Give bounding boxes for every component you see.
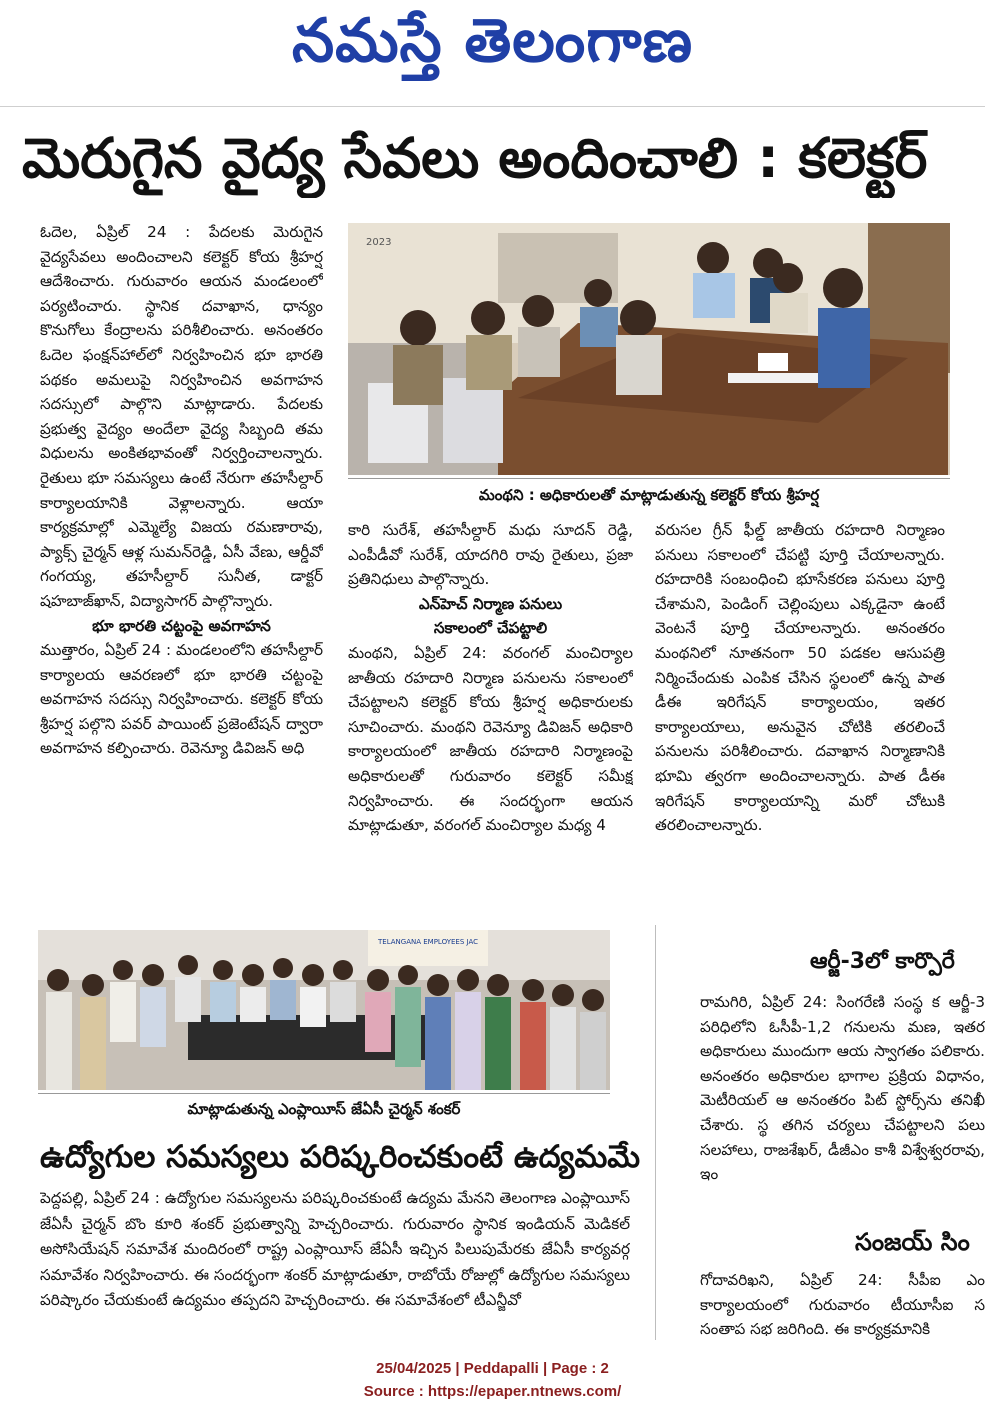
employees-headline: ఉద్యోగుల సమస్యలు పరిష్కరించకుంటే ఉద్యమమే <box>40 1139 640 1175</box>
left-paragraph-2: ముత్తారం, ఏప్రిల్ 24 : మండలంలోని తహసీల్దార్ కార్యాలయ ఆవరణలో భూ భారతి చట్టంపై అవగాహన సదస్సు నిర్వహించారు. కలెక్టర్ కోయ శ్రీహర్ష పల్గొని పవర్ పాయింట్ ప్రజెంటేషన్ ద్వారా అవగాహన కల్పించారు. రెవెన్యూ డివిజన్ అధి <box>40 641 323 758</box>
rg3-headline: ఆర్జీ-3లో కార్పొరే <box>810 949 955 974</box>
jac-group-photo <box>38 930 610 1090</box>
rg3-paragraph: రామగిరి, ఏప్రిల్ 24: సింగరేణి సంస్థ క ఆర్జీ-3 పరిధిలోని ఓసీపీ-1,2 గనులను మణ, ఇతర అధికారులు ముందుగా ఆయ స్వాగతం పలికారు. అనంతరం అధికారుల భాగాల ప్రక్రియ విధానం, మెటీరియల్ ఆ అనంతరం పిట్ స్టోర్స్‌ను తనిఖీ చేశారు. స్థ తగిన చర్యలు చేపట్టాలని పలు సలహాలు, రాజశేఖర్, డీజీఎం కాశీ విశ్వేశ్వరరావు, ఇం <box>700 993 985 1184</box>
footer-date-line: 25/04/2025 | Peddapalli | Page : 2 <box>376 1360 609 1377</box>
jac-photo-illustration <box>38 930 610 1090</box>
sanjay-headline: సంజయ్ సిం <box>855 1228 970 1256</box>
meeting-photo-illustration <box>348 223 950 475</box>
right-paragraph-1: వరుసల గ్రీన్ ఫీల్డ్ జాతీయ రహదారి నిర్మాణం పనులు సకాలంలో చేపట్టి పూర్తి చేయాలన్నారు. రహదారికి సంబంధించి భూసేకరణ పనులు పూర్తి చేశామని, పెండింగ్ చెల్లింపులు ఎక్కడైనా ఉంటే వెంటనే పూర్తి చేయాలన్నారు. అనంతరం మంథనిలో నూతనంగా 50 పడకల ఆసుపత్రి నిర్మించేందుకు ఎంపిక చేసిన స్థలంలో ఉన్న పాత డీఈ ఇరిగేషన్ కార్యాలయం, ఇతర కార్యాలయాలు, అనువైన చోటికి తరలించే పనులను పరిశీలించారు. దవాఖాన నిర్మాణానికి భూమి త్వరగా అందించాలన్నారు. పాత డీఈ ఇరిగేషన్ కార్యాలయాన్ని మరో చోటుకి తరలించాలన్నారు. <box>655 521 945 835</box>
masthead <box>0 0 985 100</box>
masthead-divider <box>0 106 985 107</box>
footer-source-line: Source : https://epaper.ntnews.com/ <box>363 1383 622 1400</box>
left-paragraph-1: ఓదెల, ఏప్రిల్ 24 : పేదలకు మెరుగైన వైద్యసేవలు అందించాలని కలెక్టర్ కోయ శ్రీహర్ష ఆదేశించారు. గురువారం ఆయన మండలంలో పర్యటించారు. స్థానిక దవాఖాన, ధాన్యం కొనుగోలు కేంద్రాలను పరిశీలించారు. అనంతరం ఓదెల ఫంక్షన్‌హాల్‌లో నిర్వహించిన భూ భారతి పథకం అమలుపై నిర్వహించిన అవగాహన సదస్సులో పాల్గొని మాట్లాడారు. పేదలకు ప్రభుత్వ వైద్యం అందేలా వైద్య సిబ్బంది తమ విధులను అంకితభావంతో నిర్వర్తించాలన్నారు. రైతులు భూ సమస్యలు ఉంటే నేరుగా తహసీల్దార్ కార్యాలయానికి వెళ్లాలన్నారు. ఆయా కార్యక్రమాల్లో ఎమ్మెల్యే విజయ రమణారావు, ప్యాక్స్ చైర్మన్ ఆళ్ల సుమన్‌రెడ్డి, ఏసీ వేణు, ఆర్డీవో గంగయ్య, తహసీల్దార్ సునీత, డాక్టర్ షహబాజ్‌ఖాన్, విద్యాసాగర్ పాల్గొన్నారు. <box>40 223 323 610</box>
meeting-photo <box>348 223 950 475</box>
masthead-logo: నమస్తే తెలంగాణ <box>291 6 694 76</box>
sanjay-body <box>700 1268 985 1340</box>
employees-paragraph: పెద్దపల్లి, ఏప్రిల్ 24 : ఉద్యోగుల సమస్యలను పరిష్కరించకుంటే ఉద్యమ మేనని తెలంగాణ ఎంప్లాయీస్ జేఏసీ చైర్మన్ బొం కూరి శంకర్ ప్రభుత్వాన్ని హెచ్చరించారు. గురువారం స్థానిక ఇండియన్ మెడికల్ అసోసియేషన్ సమావేశ మందిరంలో రాష్ట్ర ఎంప్లాయీస్ జేఏసీ ఇచ్చిన పిలుపుమేరకు జేఏసీ కార్యవర్గ సమావేశం నిర్వహించారు. ఈ సందర్భంగా శంకర్ మాట్లాడుతూ, రాబోయే రోజుల్లో ఉద్యోగుల సమస్యలు పరిష్కారం చేయకుంటే ఉద్యమం తప్పదని హెచ్చరించారు. ఈ సమావేశంలో టీఎన్జీవో <box>40 1189 630 1309</box>
main-headline: మెరుగైన వైద్య సేవలు అందించాలి : కలెక్టర్ <box>22 126 928 190</box>
poster-text: 2023 <box>366 237 392 248</box>
left-subheading: భూ భారతి చట్టంపై అవగాహన <box>92 616 271 635</box>
middle-column <box>348 518 633 913</box>
photo2-caption: మాట్లాడుతున్న ఎంప్లాయీస్ జేఏసీ చైర్మన్ శంకర్ <box>187 1100 461 1118</box>
middle-subheading-1: ఎన్‌హెచ్ నిర్మాణ పనులు <box>418 594 563 613</box>
middle-paragraph-1: కారి సురేశ్, తహసీల్దార్ మధు సూదన్ రెడ్డి, ఎంపీడీవో సురేశ్, యాదగిరి రావు రైతులు, ప్రజా ప్రతినిధులు పాల్గొన్నారు. <box>348 521 633 589</box>
photo1-caption-rule <box>348 478 950 479</box>
banner-text: TELANGANA EMPLOYEES JAC <box>378 938 478 946</box>
middle-subheading-2: సకాలంలో చేపట్టాలి <box>433 619 548 638</box>
photo1-caption: మంథని : అధికారులతో మాట్లాడుతున్న కలెక్టర్ కోయ శ్రీహర్ష <box>478 486 820 504</box>
sanjay-paragraph: గోదావరిఖని, ఏప్రిల్ 24: సీపీఐ ఎం కార్యాలయంలో గురువారం టీయూసీఐ స సంతాప సభ జరిగింది. ఈ కార్యక్రమానికి <box>700 1271 985 1339</box>
right-column <box>655 518 945 913</box>
rg3-body <box>700 990 985 1205</box>
column-divider <box>655 925 656 1340</box>
employees-body <box>40 1186 630 1338</box>
middle-paragraph-2: మంథని, ఏప్రిల్ 24: వరంగల్ మంచిర్యాల జాతీయ రహదారి నిర్మాణ పనులను సకాలంలో చేపట్టాలని కలెక్టర్ కోయ శ్రీహర్ష అధికారులకు సూచించారు. మంథని రెవెన్యూ డివిజన్ అధికారి కార్యాలయంలో జాతీయ రహదారి నిర్మాణంపై అధికారులతో గురువారం కలెక్టర్ సమీక్ష నిర్వహించారు. ఈ సందర్భంగా ఆయన మాట్లాడుతూ, వరంగల్ మంచిర్యాల మధ్య 4 <box>348 643 633 835</box>
left-column <box>40 220 323 895</box>
photo2-caption-rule <box>38 1093 610 1094</box>
